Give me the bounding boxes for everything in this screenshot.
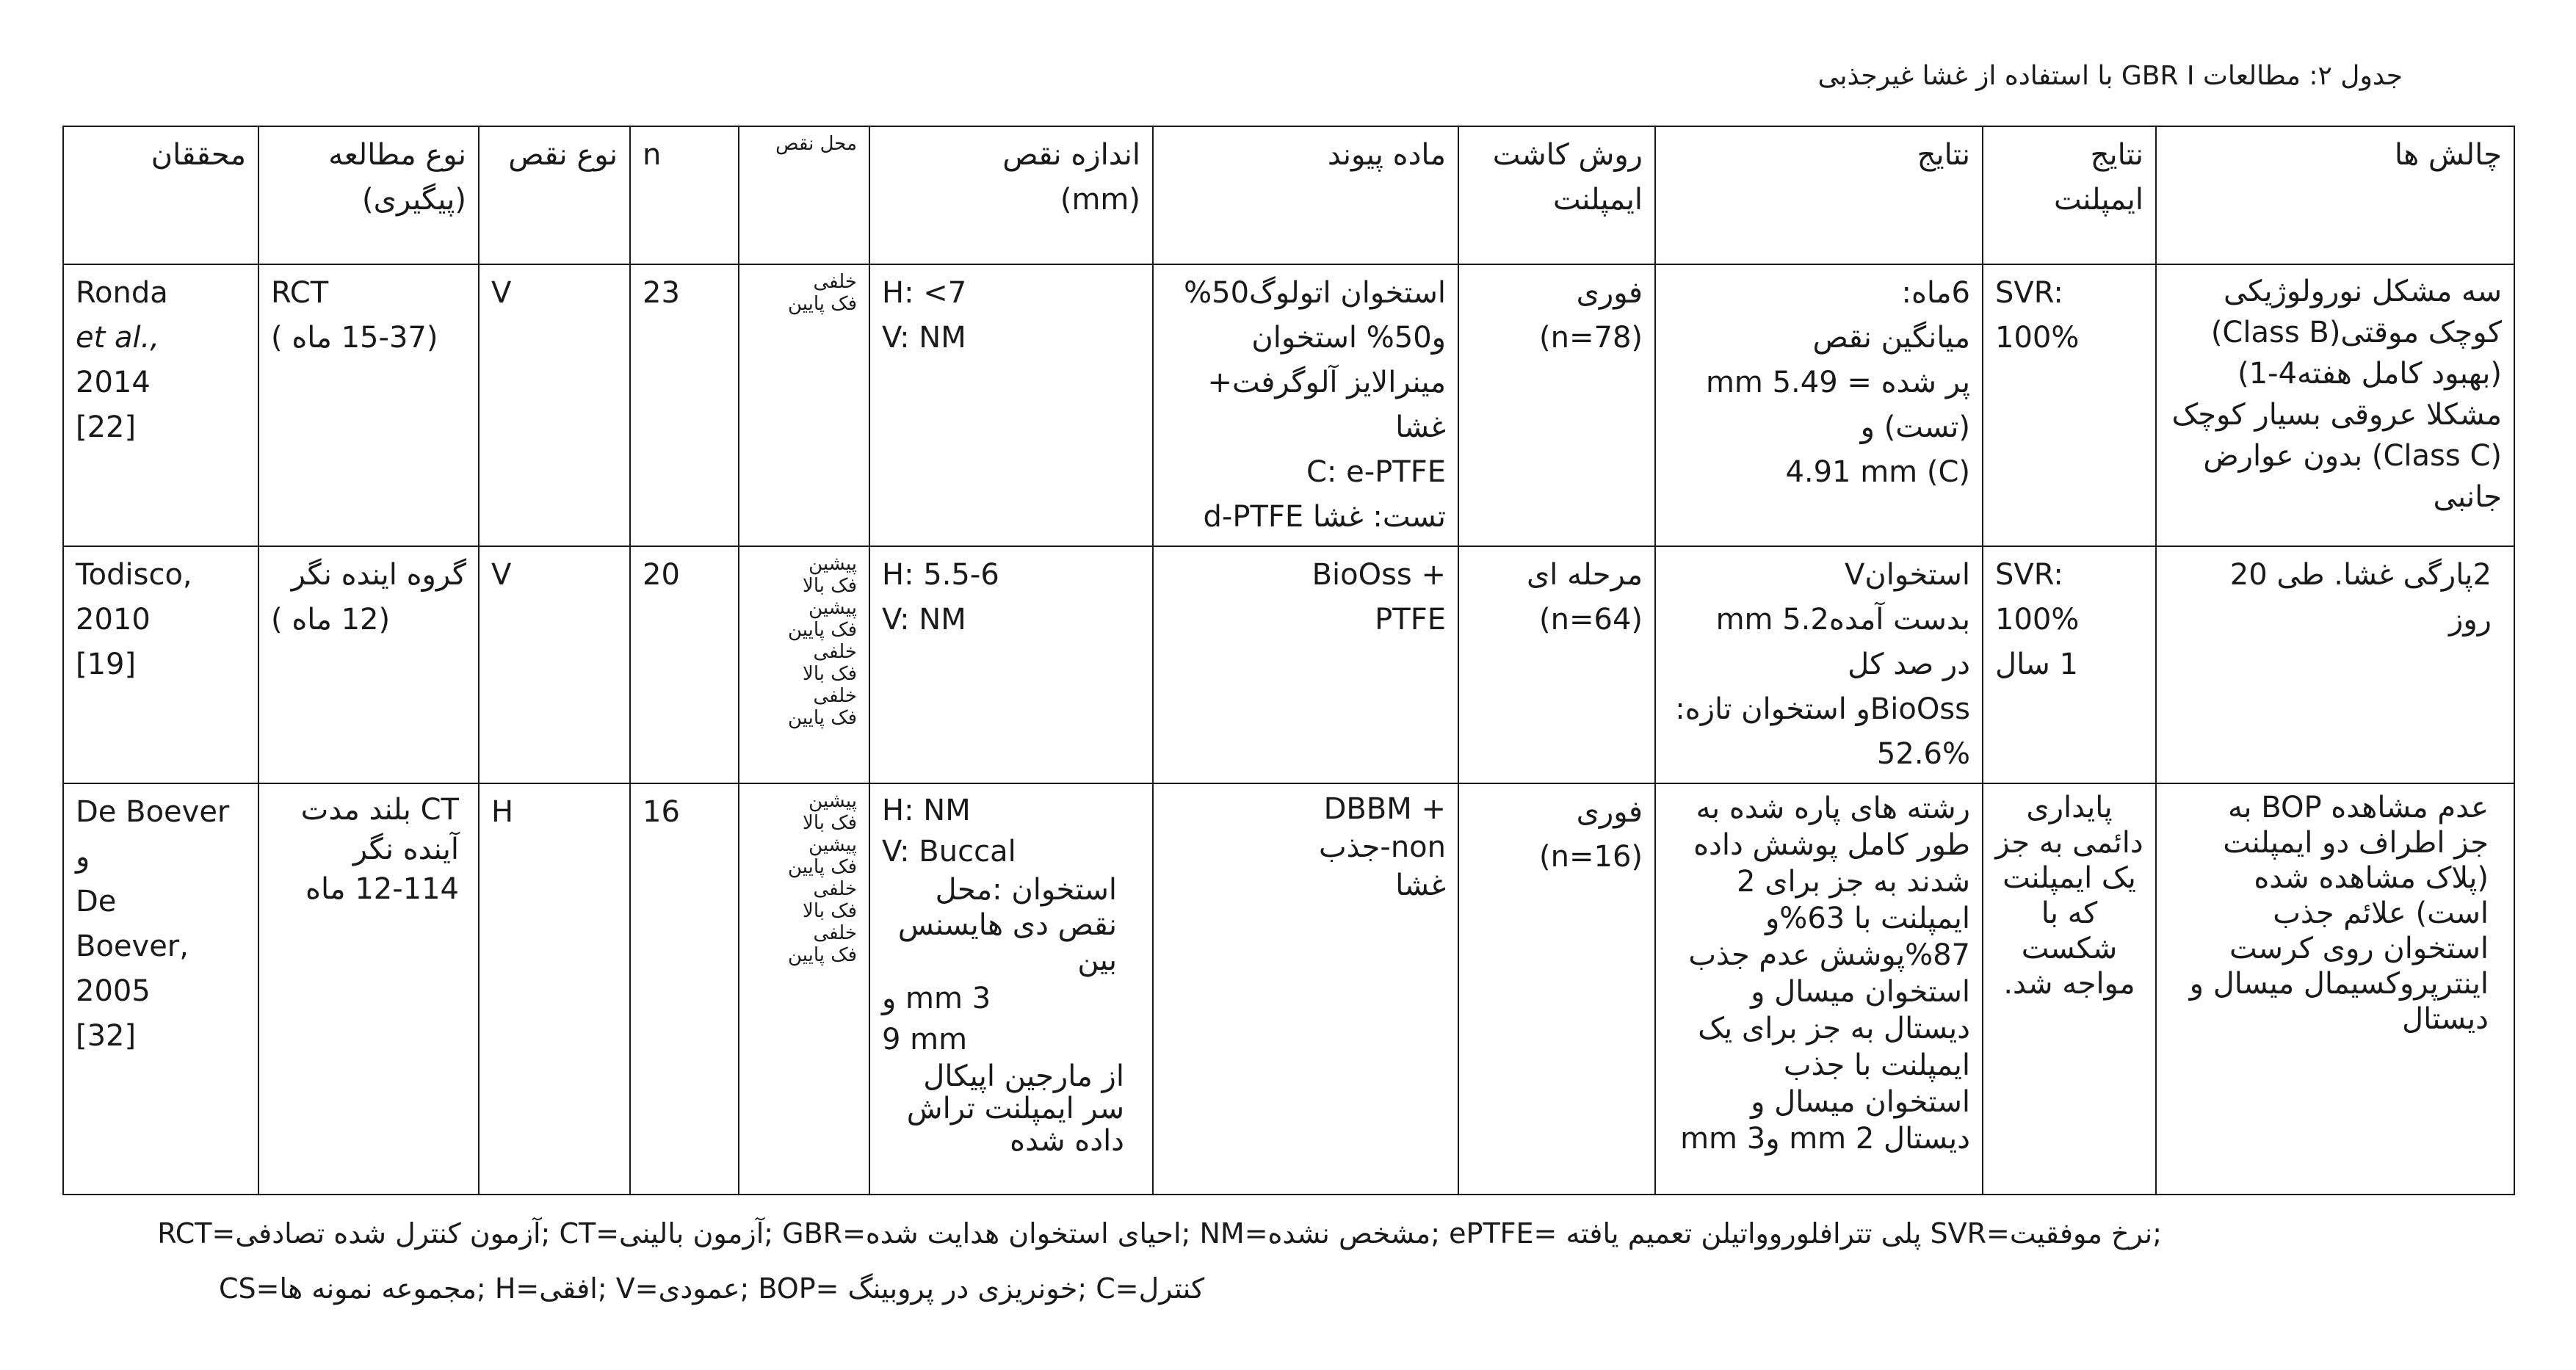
table-header-row xyxy=(63,126,2514,264)
abbreviations-footnote-line-2: کنترل=C ;خونریزی در پروبینگ =BOP ;عمودی=V ;افقی=H ;مجموعه نمونه ها=CS xyxy=(219,1272,1205,1305)
header-study-type: نوع مطالعه (پیگیری) xyxy=(258,126,479,264)
table-row xyxy=(63,264,2514,546)
header-n: n xyxy=(630,126,739,264)
cell-results: استخوانV بدست آمده5.2 mm در صد کل BioOssو استخوان تازه: 52.6% xyxy=(1655,546,1983,783)
table-row xyxy=(63,783,2514,1195)
cell-researchers: Ronda et al., 2014 [22] xyxy=(63,264,258,546)
cell-n: 16 xyxy=(630,783,739,1195)
cell-implant-results: پایداری دائمی به جز یک ایمپلنت که با شکست مواجه شد. xyxy=(1983,783,2156,1195)
header-defect-size: اندازه نقص (mm) xyxy=(869,126,1153,264)
header-researchers: محققان xyxy=(63,126,258,264)
cell-defect-type: V xyxy=(479,546,630,783)
cell-defect-size: H: NM V: Buccal استخوان :محل نقص دی هایسنس بین 3 mm و 9 mm از مارجین اپیکال سر ایمپلنت تراش داده شده xyxy=(869,783,1153,1195)
cell-implant-results: SVR: 100% xyxy=(1983,264,2156,546)
cell-n: 20 xyxy=(630,546,739,783)
cell-results: 6ماه: میانگین نقص پر شده = 5.49 mm (تست) و 4.91 mm (C) xyxy=(1655,264,1983,546)
header-results: نتایج xyxy=(1655,126,1983,264)
cell-implant-method: مرحله ای (n=64) xyxy=(1458,546,1655,783)
table-caption: جدول ۲: مطالعات GBR I با استفاده از غشا غیرجذبی xyxy=(1817,61,2403,91)
header-defect-type: نوع نقص xyxy=(479,126,630,264)
cell-implant-results: SVR: 100% 1 سال xyxy=(1983,546,2156,783)
header-implant-method: روش کاشت ایمپلنت xyxy=(1458,126,1655,264)
cell-graft-material: استخوان اتولوگ50% و50% استخوان مینرالایز آلوگرفت+ غشا C: e-PTFE تست: غشا d-PTFE xyxy=(1153,264,1458,546)
cell-defect-type: H xyxy=(479,783,630,1195)
cell-defect-type: V xyxy=(479,264,630,546)
cell-challenges: سه مشکل نورولوژیکی کوچک موقتی(Class B) (بهبود کامل هفته4-1) مشکلا عروقی بسیار کوچک (Class C) بدون عوارض جانبی xyxy=(2156,264,2514,546)
cell-graft-material: DBBM + non-جذب غشا xyxy=(1153,783,1458,1195)
cell-challenges: 2پارگی غشا. طی 20 روز xyxy=(2156,546,2514,783)
cell-study-type: گروه اینده نگر (12 ماه ) xyxy=(258,546,479,783)
cell-implant-method: فوری (n=78) xyxy=(1458,264,1655,546)
cell-researchers: Todisco, 2010 [19] xyxy=(63,546,258,783)
cell-researchers: De Boever و De Boever, 2005 [32] xyxy=(63,783,258,1195)
cell-results: رشته های پاره شده به طور کامل پوشش داده شدند به جز برای 2 ایمپلنت با 63%و 87%پوشش عدم جذب استخوان میسال و دیستال به جز برای یک ایمپلنت با جذب استخوان میسال و دیستال 2 mm و3 mm xyxy=(1655,783,1983,1195)
header-implant-results: نتایج ایمپلنت xyxy=(1983,126,2156,264)
header-defect-site: محل نقص xyxy=(739,126,869,264)
cell-defect-size: H: <7 V: NM xyxy=(869,264,1153,546)
cell-defect-size: H: 5.5-6 V: NM xyxy=(869,546,1153,783)
header-graft-material: ماده پیوند xyxy=(1153,126,1458,264)
gbr-studies-table xyxy=(62,126,2515,1195)
cell-graft-material: BioOss + PTFE xyxy=(1153,546,1458,783)
cell-defect-site: پیشین فک بالا پیشین فک پایین خلفی فک بالا خلفی فک پایین xyxy=(739,546,869,783)
table-row xyxy=(63,546,2514,783)
cell-challenges: عدم مشاهده BOP به جز اطراف دو ایمپلنت (پلاک مشاهده شده است) علائم جذب استخوان روی کرست اینترپروکسیمال میسال و دیستال xyxy=(2156,783,2514,1195)
cell-defect-site: خلفی فک پایین xyxy=(739,264,869,546)
cell-implant-method: فوری (n=16) xyxy=(1458,783,1655,1195)
header-challenges: چالش ها xyxy=(2156,126,2514,264)
cell-defect-site: پیشین فک بالا پیشین فک پایین خلفی فک بالا خلفی فک پایین xyxy=(739,783,869,1195)
cell-study-type: RCT (15-37 ماه ) xyxy=(258,264,479,546)
cell-study-type: CT بلند مدت آینده نگر 12-114 ماه xyxy=(258,783,479,1195)
abbreviations-footnote-line-1: ;نرخ موفقیت=SVR پلی تترافلوروواتیلن تعمیم یافته =ePTFE ;مشخص نشده=NM ;احیای استخوان هدایت شده=GBR ;آزمون بالینی=CT ;آزمون کنترل شده تصادفی=RCT xyxy=(157,1217,2162,1250)
cell-n: 23 xyxy=(630,264,739,546)
